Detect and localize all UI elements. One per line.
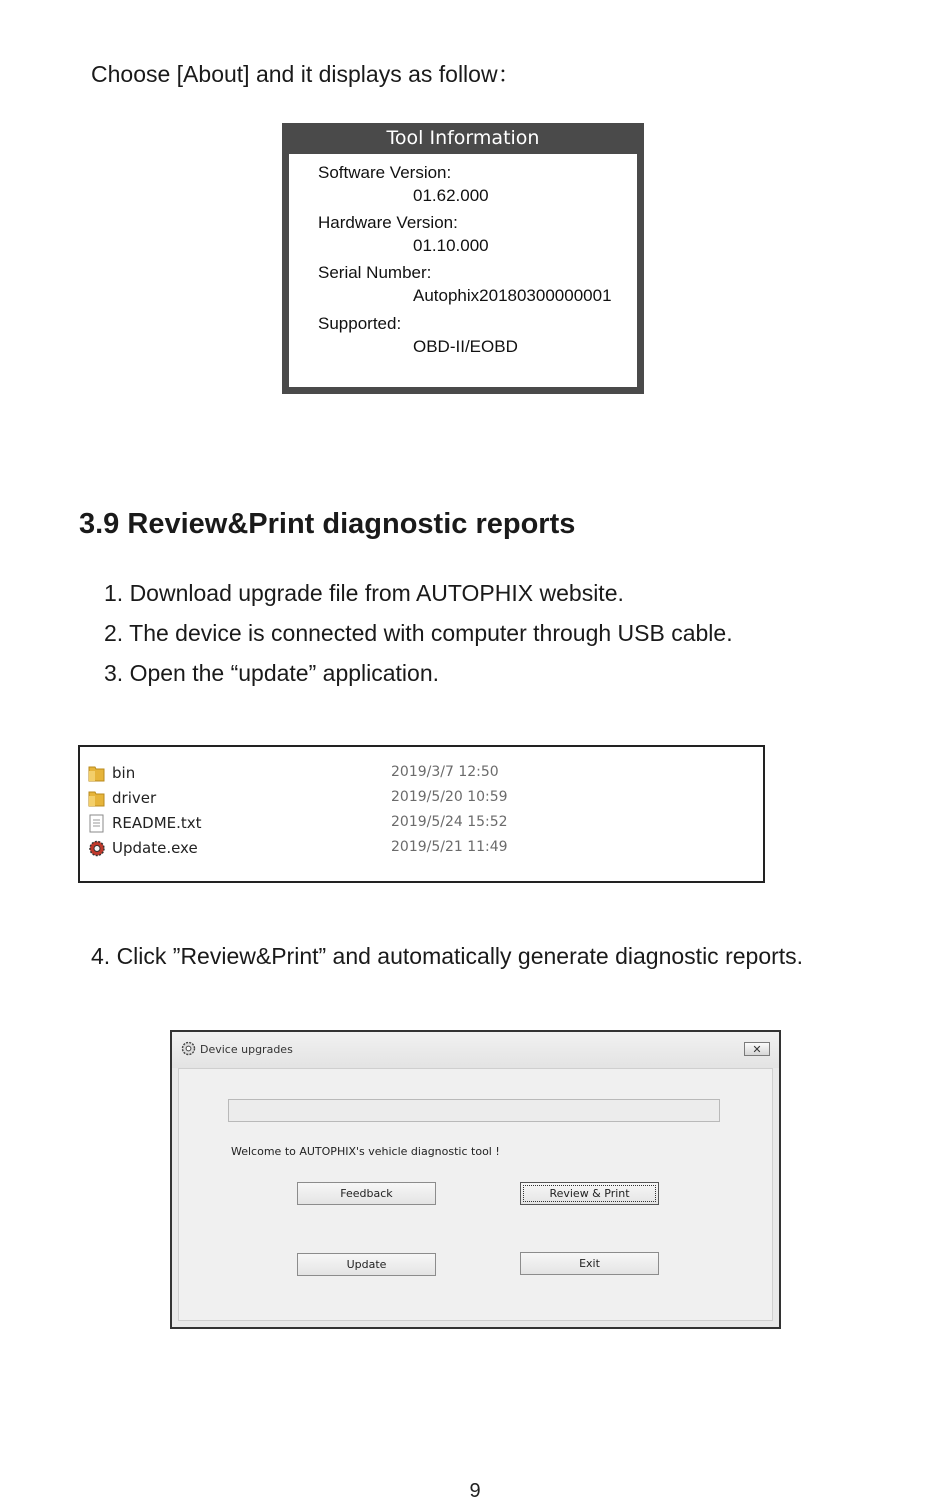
hardware-version-value: 01.10.000 [413, 236, 489, 255]
file-row-bin[interactable] [88, 762, 728, 786]
text-file-icon [88, 814, 106, 833]
feedback-button[interactable]: Feedback [297, 1182, 436, 1205]
review-print-button[interactable]: Review & Print [520, 1182, 659, 1205]
step-3: 3. Open the “update” application. [104, 660, 440, 686]
progress-bar [228, 1099, 720, 1122]
serial-number-value: Autophix20180300000001 [413, 286, 612, 305]
folder-icon [88, 789, 106, 808]
file-date: 2019/5/21 11:49 [391, 839, 508, 855]
step-2: 2. The device is connected with computer through USB cable. [104, 620, 733, 646]
section-heading: 3.9 Review&Print diagnostic reports [79, 508, 576, 540]
file-date: 2019/3/7 12:50 [391, 764, 499, 780]
folder-icon [88, 764, 106, 783]
file-name: Update.exe [112, 839, 198, 857]
file-name: bin [112, 764, 136, 782]
gear-icon [181, 1041, 196, 1056]
gear-exe-icon [88, 839, 106, 858]
window-titlebar[interactable] [172, 1032, 779, 1068]
close-button[interactable]: ✕ [744, 1042, 770, 1056]
device-upgrades-window [170, 1030, 781, 1329]
hardware-version-label: Hardware Version: [318, 213, 458, 232]
update-button[interactable]: Update [297, 1253, 436, 1276]
tool-information-body [289, 154, 637, 387]
intro-text: Choose [About] and it displays as follow： [91, 61, 521, 87]
supported-label: Supported: [318, 314, 402, 333]
file-date: 2019/5/24 15:52 [391, 814, 508, 830]
file-listing [78, 745, 765, 883]
window-client-area [178, 1068, 773, 1321]
file-name: README.txt [112, 814, 202, 832]
software-version-value: 01.62.000 [413, 186, 489, 205]
file-name: driver [112, 789, 157, 807]
file-date: 2019/5/20 10:59 [391, 789, 508, 805]
file-row-readme[interactable] [88, 812, 728, 836]
tool-information-title: Tool Information [386, 127, 540, 149]
file-row-update-exe[interactable] [88, 837, 728, 861]
window-title: Device upgrades [200, 1043, 293, 1056]
file-row-driver[interactable] [88, 787, 728, 811]
serial-number-label: Serial Number: [318, 263, 432, 282]
exit-button[interactable]: Exit [520, 1252, 659, 1275]
step-4: 4. Click ”Review&Print” and automatically generate diagnostic reports. [91, 943, 804, 969]
page-number: 9 [469, 1480, 481, 1502]
supported-value: OBD-II/EOBD [413, 337, 518, 356]
step-1: 1. Download upgrade file from AUTOPHIX website. [104, 580, 624, 606]
welcome-message: Welcome to AUTOPHIX's vehicle diagnostic tool ! [231, 1145, 500, 1158]
software-version-label: Software Version: [318, 163, 452, 182]
tool-information-panel [282, 123, 644, 394]
